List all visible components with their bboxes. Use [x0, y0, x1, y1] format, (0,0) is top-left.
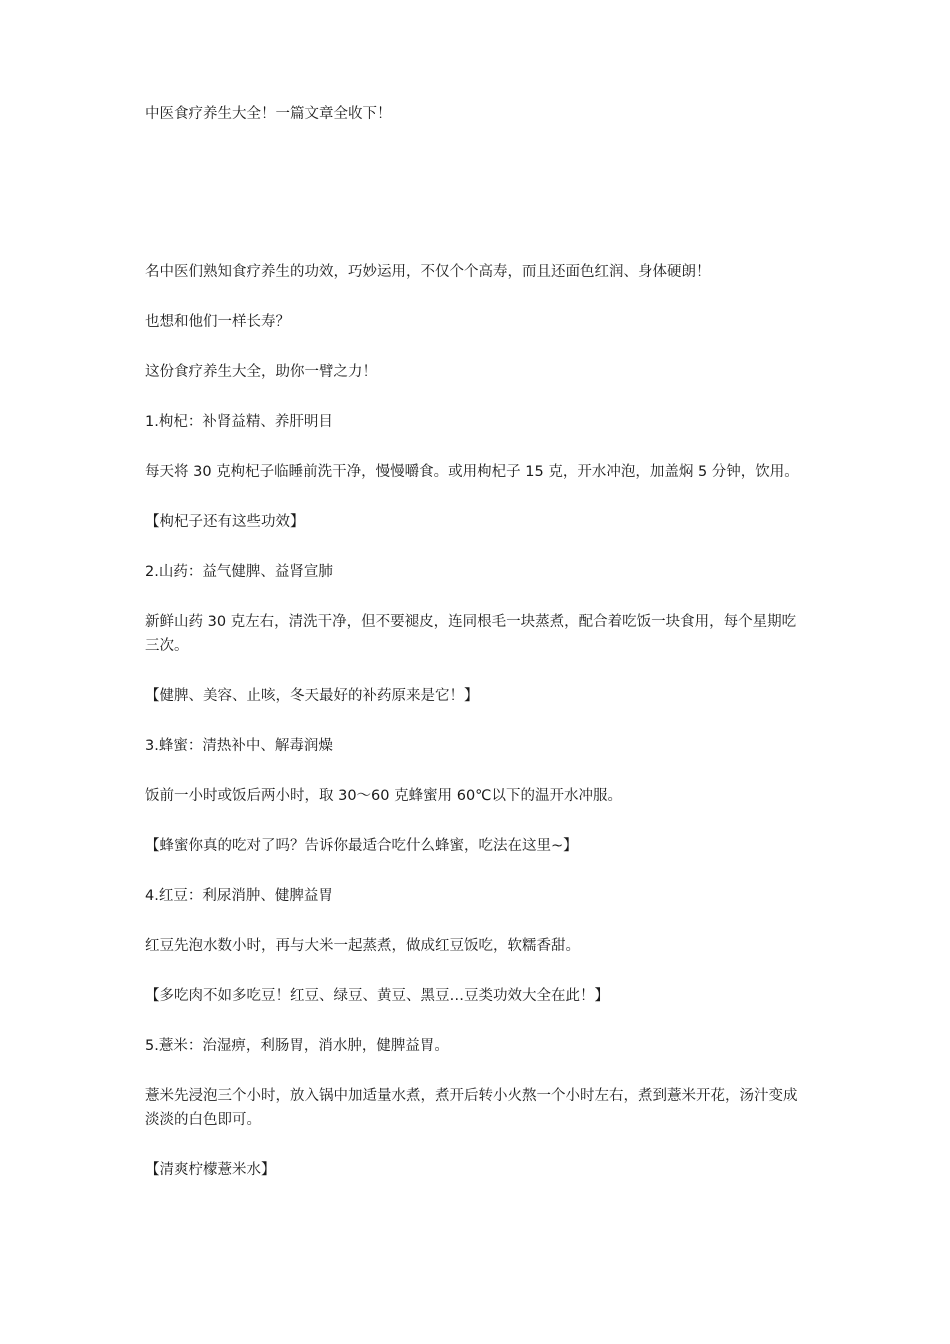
document-body: [145, 102, 810, 1208]
intro-question: 也想和他们一样长寿？: [145, 314, 290, 330]
section-heading-coix: 5.薏米：治湿痹，利肠胃，消水肿，健脾益胃。: [145, 1038, 449, 1054]
section-body-goji: 每天将 30 克枸杞子临睡前洗干净，慢慢嚼食。或用枸杞子 15 克，开水冲泡，加盖焖 5 分钟，饮用。: [145, 464, 799, 480]
section-heading-yam: 2.山药：益气健脾、益肾宣肺: [145, 564, 333, 580]
section-body-honey: 饭前一小时或饭后两小时，取 30～60 克蜂蜜用 60℃以下的温开水冲服。: [145, 788, 622, 804]
section-link-yam: 【健脾、美容、止咳，冬天最好的补药原来是它！】: [145, 688, 479, 704]
section-link-coix: 【清爽柠檬薏米水】: [145, 1162, 276, 1178]
intro-paragraph: 名中医们熟知食疗养生的功效，巧妙运用，不仅个个高寿，而且还面色红润、身体硬朗！: [145, 264, 711, 280]
section-heading-honey: 3.蜂蜜：清热补中、解毒润燥: [145, 738, 333, 754]
section-link-goji: 【枸杞子还有这些功效】: [145, 514, 305, 530]
section-heading-redbean: 4.红豆：利尿消肿、健脾益胃: [145, 888, 333, 904]
section-body-redbean: 红豆先泡水数小时，再与大米一起蒸煮，做成红豆饭吃，软糯香甜。: [145, 938, 580, 954]
section-link-honey: 【蜂蜜你真的吃对了吗？告诉你最适合吃什么蜂蜜，吃法在这里~】: [145, 838, 578, 854]
section-heading-goji: 1.枸杞：补肾益精、养肝明目: [145, 414, 333, 430]
document-title: 中医食疗养生大全！一篇文章全收下！: [145, 106, 392, 122]
section-body-yam: 新鲜山药 30 克左右，清洗干净，但不要褪皮，连同根毛一块蒸煮，配合着吃饭一块食用，每个星期吃三次。: [145, 614, 797, 654]
section-link-redbean: 【多吃肉不如多吃豆！红豆、绿豆、黄豆、黑豆…豆类功效大全在此！】: [145, 988, 609, 1004]
intro-statement: 这份食疗养生大全，助你一臂之力！: [145, 364, 377, 380]
section-body-coix: 薏米先浸泡三个小时，放入锅中加适量水煮，煮开后转小火熬一个小时左右，煮到薏米开花，汤汁变成淡淡的白色即可。: [145, 1088, 798, 1128]
